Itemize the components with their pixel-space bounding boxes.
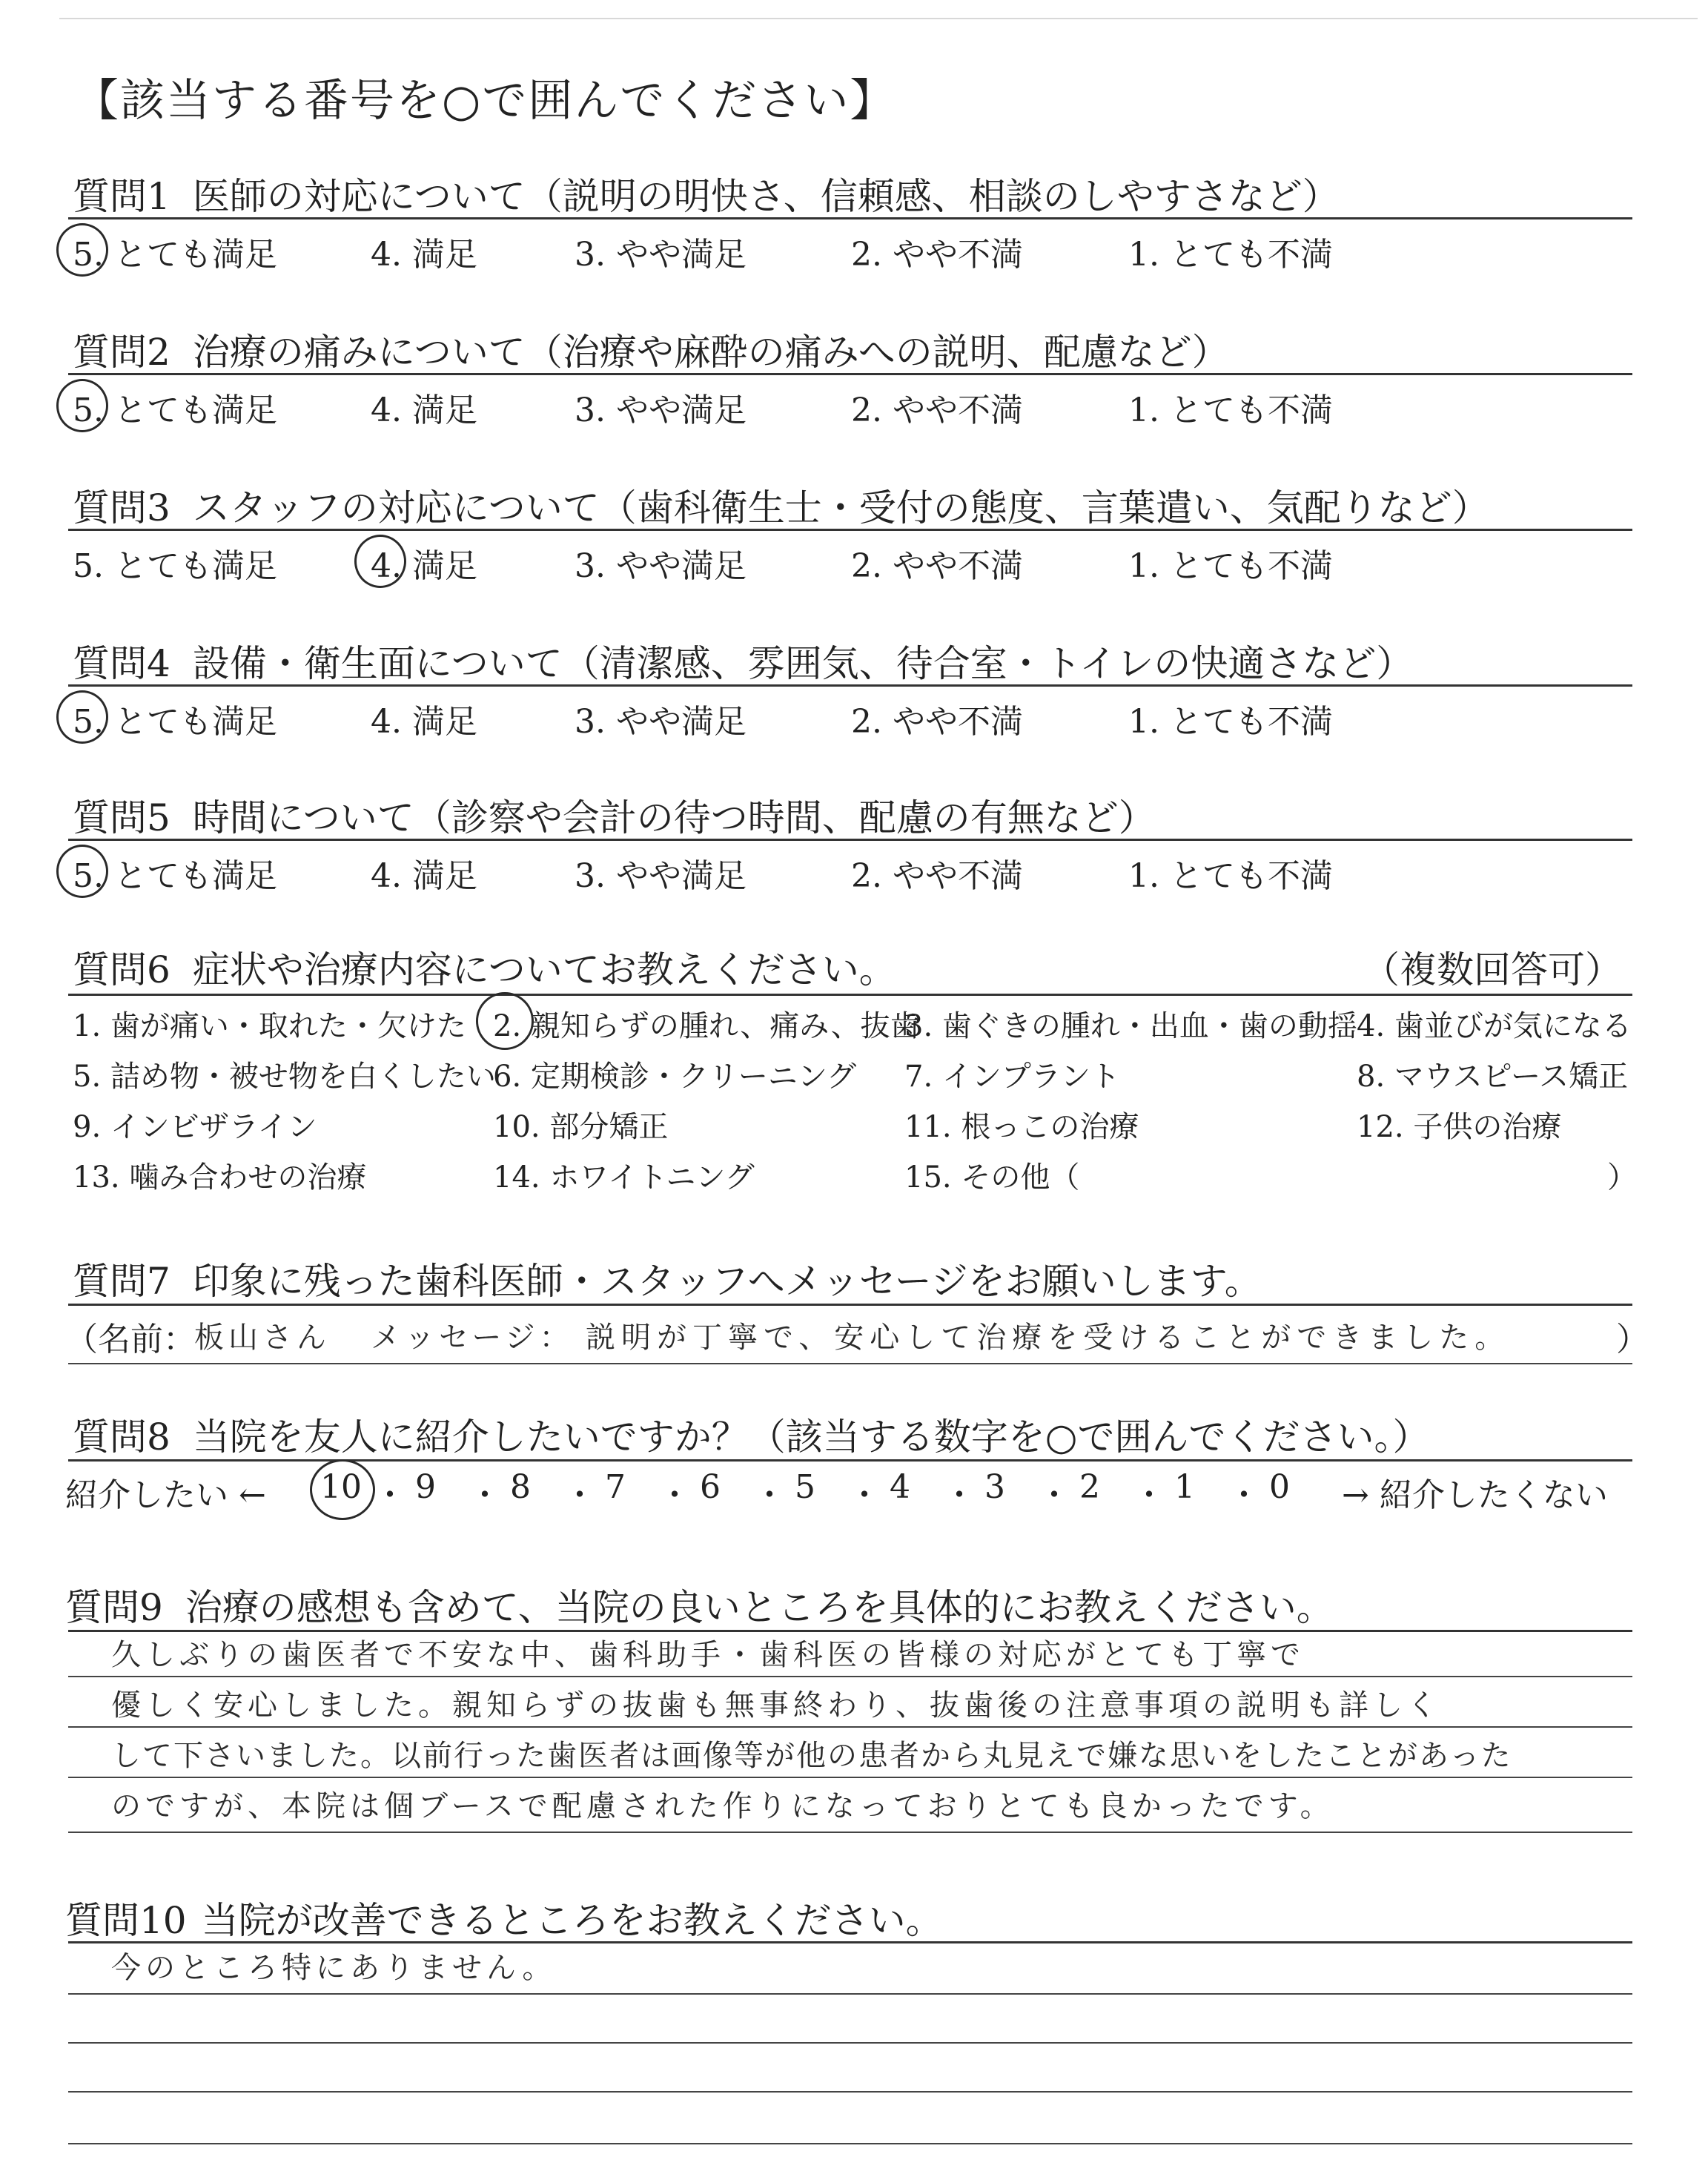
q6-option-8[interactable]: 8. マウスピース矯正 bbox=[1357, 1060, 1629, 1094]
q8-selected-circle bbox=[310, 1459, 375, 1520]
q1-rule bbox=[68, 217, 1632, 219]
q10-writing-line-2 bbox=[68, 2042, 1632, 2044]
q10-writing-line-4 bbox=[68, 2143, 1632, 2144]
q6-option-16[interactable]: ） bbox=[1607, 1160, 1637, 1195]
q6-option-13[interactable]: 13. 噛み合わせの治療 bbox=[73, 1160, 367, 1195]
q7-name-label: （名前： bbox=[65, 1321, 196, 1358]
q9-answer-line-4[interactable]: のですが、本院は個ブースで配慮された作りになっておりとても良かったです。 bbox=[111, 1789, 1334, 1823]
q7-name-value[interactable]: 板山さん bbox=[194, 1321, 331, 1355]
q1-title bbox=[73, 167, 1340, 220]
q5-text: 時間について（診察や会計の待つ時間、配慮の有無など） bbox=[192, 796, 1156, 839]
q4-option-1[interactable]: 1. とても不満 bbox=[1128, 703, 1333, 741]
q5-option-3[interactable]: 3. やや満足 bbox=[575, 857, 747, 895]
q4-option-4[interactable]: 4. 満足 bbox=[371, 703, 477, 741]
q6-option-3[interactable]: 3. 歯ぐきの腫れ・出血・歯の動揺 bbox=[904, 1009, 1357, 1043]
q8-scale-6[interactable]: 6 bbox=[700, 1468, 721, 1506]
q6-option-10[interactable]: 10. 部分矯正 bbox=[493, 1110, 669, 1144]
q7-answer-line bbox=[68, 1363, 1632, 1364]
q3-text: スタッフの対応について（歯科衛生士・受付の態度、言葉遣い、気配りなど） bbox=[192, 486, 1489, 529]
q10-writing-line-3 bbox=[68, 2091, 1632, 2093]
q3-rule bbox=[68, 529, 1632, 531]
q6-option-1[interactable]: 1. 歯が痛い・取れた・欠けた bbox=[73, 1009, 466, 1043]
q2-option-1[interactable]: 1. とても不満 bbox=[1128, 392, 1333, 429]
q6-rule bbox=[68, 994, 1632, 996]
q1-option-4[interactable]: 4. 満足 bbox=[371, 236, 477, 274]
q2-rule bbox=[68, 373, 1632, 375]
q5-option-1[interactable]: 1. とても不満 bbox=[1128, 857, 1333, 895]
q4-option-3[interactable]: 3. やや満足 bbox=[575, 703, 747, 741]
q1-option-3[interactable]: 3. やや満足 bbox=[575, 236, 747, 274]
q6-option-11[interactable]: 11. 根っこの治療 bbox=[904, 1110, 1139, 1144]
q3-option-1[interactable]: 1. とても不満 bbox=[1128, 547, 1333, 585]
q6-option-6[interactable]: 6. 定期検診・クリーニング bbox=[493, 1060, 857, 1094]
q4-title bbox=[73, 634, 1413, 687]
q9-writing-line-1 bbox=[68, 1676, 1632, 1677]
q8-separator-5: ・ bbox=[848, 1476, 881, 1514]
q8-separator-0: ・ bbox=[374, 1476, 406, 1514]
q4-label: 質問4 bbox=[73, 642, 171, 685]
q3-option-2[interactable]: 2. やや不満 bbox=[851, 547, 1023, 585]
q6-option-12[interactable]: 12. 子供の治療 bbox=[1357, 1110, 1562, 1144]
q2-text: 治療の痛みについて（治療や麻酔の痛みへの説明、配慮など） bbox=[192, 331, 1229, 374]
q1-label: 質問1 bbox=[73, 175, 171, 218]
q8-title bbox=[73, 1407, 1429, 1461]
q3-option-5[interactable]: 5. とても満足 bbox=[73, 547, 277, 585]
q2-label: 質問2 bbox=[73, 331, 171, 374]
q6-text: 症状や治療内容についてお教えください。 bbox=[192, 948, 896, 991]
q2-selected-circle bbox=[56, 379, 108, 432]
q10-title bbox=[65, 1891, 943, 1944]
page-top-edge bbox=[59, 18, 1698, 19]
q7-title bbox=[73, 1252, 1262, 1305]
q8-text: 当院を友人に紹介したいですか？（該当する数字を○で囲んでください。） bbox=[192, 1416, 1430, 1459]
q4-option-5[interactable]: 5. とても満足 bbox=[73, 703, 277, 741]
q7-close-paren: ） bbox=[1616, 1321, 1649, 1358]
form-title: 【該当する番号を○で囲んでください】 bbox=[74, 75, 896, 127]
q5-rule bbox=[68, 839, 1632, 841]
q8-label: 質問8 bbox=[73, 1416, 171, 1459]
q8-scale-4[interactable]: 4 bbox=[890, 1468, 910, 1506]
q2-option-2[interactable]: 2. やや不満 bbox=[851, 392, 1023, 429]
q6-selected-circle bbox=[476, 992, 534, 1050]
q8-separator-7: ・ bbox=[1038, 1476, 1070, 1514]
q6-option-15[interactable]: 15. その他（ bbox=[904, 1160, 1080, 1195]
q10-label: 質問10 bbox=[65, 1899, 187, 1942]
q2-option-5[interactable]: 5. とても満足 bbox=[73, 392, 277, 429]
q5-option-5[interactable]: 5. とても満足 bbox=[73, 857, 277, 895]
q5-label: 質問5 bbox=[73, 796, 171, 839]
q8-separator-1: ・ bbox=[469, 1476, 501, 1514]
q4-rule bbox=[68, 684, 1632, 687]
q8-separator-4: ・ bbox=[753, 1476, 786, 1514]
q6-option-4[interactable]: 4. 歯並びが気になる bbox=[1357, 1009, 1632, 1043]
q2-option-4[interactable]: 4. 満足 bbox=[371, 392, 477, 429]
q9-title bbox=[65, 1578, 1334, 1631]
q6-option-9[interactable]: 9. インビザライン bbox=[73, 1110, 317, 1144]
q8-separator-9: ・ bbox=[1228, 1476, 1260, 1514]
q9-answer-line-2[interactable]: 優しく安心しました。親知らずの抜歯も無事終わり、抜歯後の注意事項の説明も詳しく bbox=[111, 1688, 1441, 1723]
q7-text: 印象に残った歯科医師・スタッフへメッセージをお願いします。 bbox=[192, 1260, 1262, 1303]
q4-option-2[interactable]: 2. やや不満 bbox=[851, 703, 1023, 741]
q7-message-label: メッセージ： bbox=[371, 1321, 574, 1355]
q8-separator-3: ・ bbox=[658, 1476, 691, 1514]
q9-writing-line-4 bbox=[68, 1832, 1632, 1833]
q3-option-3[interactable]: 3. やや満足 bbox=[575, 547, 747, 585]
q8-scale-7[interactable]: 7 bbox=[605, 1468, 626, 1506]
q5-selected-circle bbox=[56, 845, 108, 898]
q3-selected-circle bbox=[354, 535, 406, 588]
q10-rule bbox=[68, 1941, 1632, 1943]
q8-right-label: → 紹介したくない bbox=[1342, 1476, 1608, 1514]
q6-option-2[interactable]: 2. 親知らずの腫れ、痛み、抜歯 bbox=[493, 1009, 920, 1043]
q2-option-3[interactable]: 3. やや満足 bbox=[575, 392, 747, 429]
q8-scale-5[interactable]: 5 bbox=[795, 1468, 815, 1506]
q4-text: 設備・衛生面について（清潔感、雰囲気、待合室・トイレの快適さなど） bbox=[192, 642, 1414, 685]
q9-text: 治療の感想も含めて、当院の良いところを具体的にお教えください。 bbox=[185, 1586, 1334, 1629]
q1-selected-circle bbox=[56, 223, 108, 277]
q3-title bbox=[73, 478, 1489, 532]
q9-label: 質問9 bbox=[65, 1586, 163, 1629]
q5-option-4[interactable]: 4. 満足 bbox=[371, 857, 477, 895]
q1-option-5[interactable]: 5. とても満足 bbox=[73, 236, 277, 274]
q8-separator-8: ・ bbox=[1133, 1476, 1165, 1514]
q8-scale-9[interactable]: 9 bbox=[415, 1468, 436, 1506]
q7-message-value[interactable]: 説明が丁寧で、安心して治療を受けることができました。 bbox=[586, 1321, 1511, 1355]
q6-option-7[interactable]: 7. インプラント bbox=[904, 1060, 1120, 1094]
q4-selected-circle bbox=[56, 690, 108, 744]
q8-left-label: 紹介したい ← bbox=[65, 1476, 266, 1514]
q3-label: 質問3 bbox=[73, 486, 171, 529]
q1-option-1[interactable]: 1. とても不満 bbox=[1128, 236, 1333, 274]
q1-text: 医師の対応について（説明の明快さ、信頼感、相談のしやすさなど） bbox=[192, 175, 1340, 218]
q9-answer-line-3[interactable]: して下さいました。以前行った歯医者は画像等が他の患者から丸見えで嫌な思いをしたことがあった bbox=[111, 1739, 1512, 1773]
q6-title bbox=[73, 940, 896, 994]
q9-writing-line-2 bbox=[68, 1726, 1632, 1728]
q9-writing-line-3 bbox=[68, 1777, 1632, 1778]
q1-option-2[interactable]: 2. やや不満 bbox=[851, 236, 1023, 274]
q8-scale-1[interactable]: 1 bbox=[1174, 1468, 1195, 1506]
q10-text: 当院が改善できるところをお教えください。 bbox=[201, 1899, 943, 1942]
q7-label: 質問7 bbox=[73, 1260, 171, 1303]
q8-scale-2[interactable]: 2 bbox=[1079, 1468, 1100, 1506]
q8-separator-2: ・ bbox=[563, 1476, 596, 1514]
q10-answer-line-1[interactable]: 今のところ特にありません。 bbox=[111, 1951, 557, 1985]
q6-option-5[interactable]: 5. 詰め物・被せ物を白くしたい bbox=[73, 1060, 496, 1094]
q6-label: 質問6 bbox=[73, 948, 171, 991]
q6-option-14[interactable]: 14. ホワイトニング bbox=[493, 1160, 755, 1195]
q8-scale-3[interactable]: 3 bbox=[984, 1468, 1005, 1506]
q8-scale-10[interactable]: 10 bbox=[320, 1468, 362, 1506]
q5-option-2[interactable]: 2. やや不満 bbox=[851, 857, 1023, 895]
q7-rule bbox=[68, 1304, 1632, 1306]
q8-rule bbox=[68, 1459, 1632, 1462]
q3-option-4[interactable]: 4. 満足 bbox=[371, 547, 477, 585]
q10-writing-line-1 bbox=[68, 1993, 1632, 1995]
q8-scale-8[interactable]: 8 bbox=[510, 1468, 531, 1506]
q6-note: （複数回答可） bbox=[1363, 948, 1622, 991]
q5-title bbox=[73, 788, 1156, 842]
q2-title bbox=[73, 323, 1229, 376]
q8-scale-0[interactable]: 0 bbox=[1269, 1468, 1290, 1506]
q9-answer-line-1[interactable]: 久しぶりの歯医者で不安な中、歯科助手・歯科医の皆様の対応がとても丁寧で bbox=[111, 1638, 1305, 1672]
q8-separator-6: ・ bbox=[943, 1476, 976, 1514]
